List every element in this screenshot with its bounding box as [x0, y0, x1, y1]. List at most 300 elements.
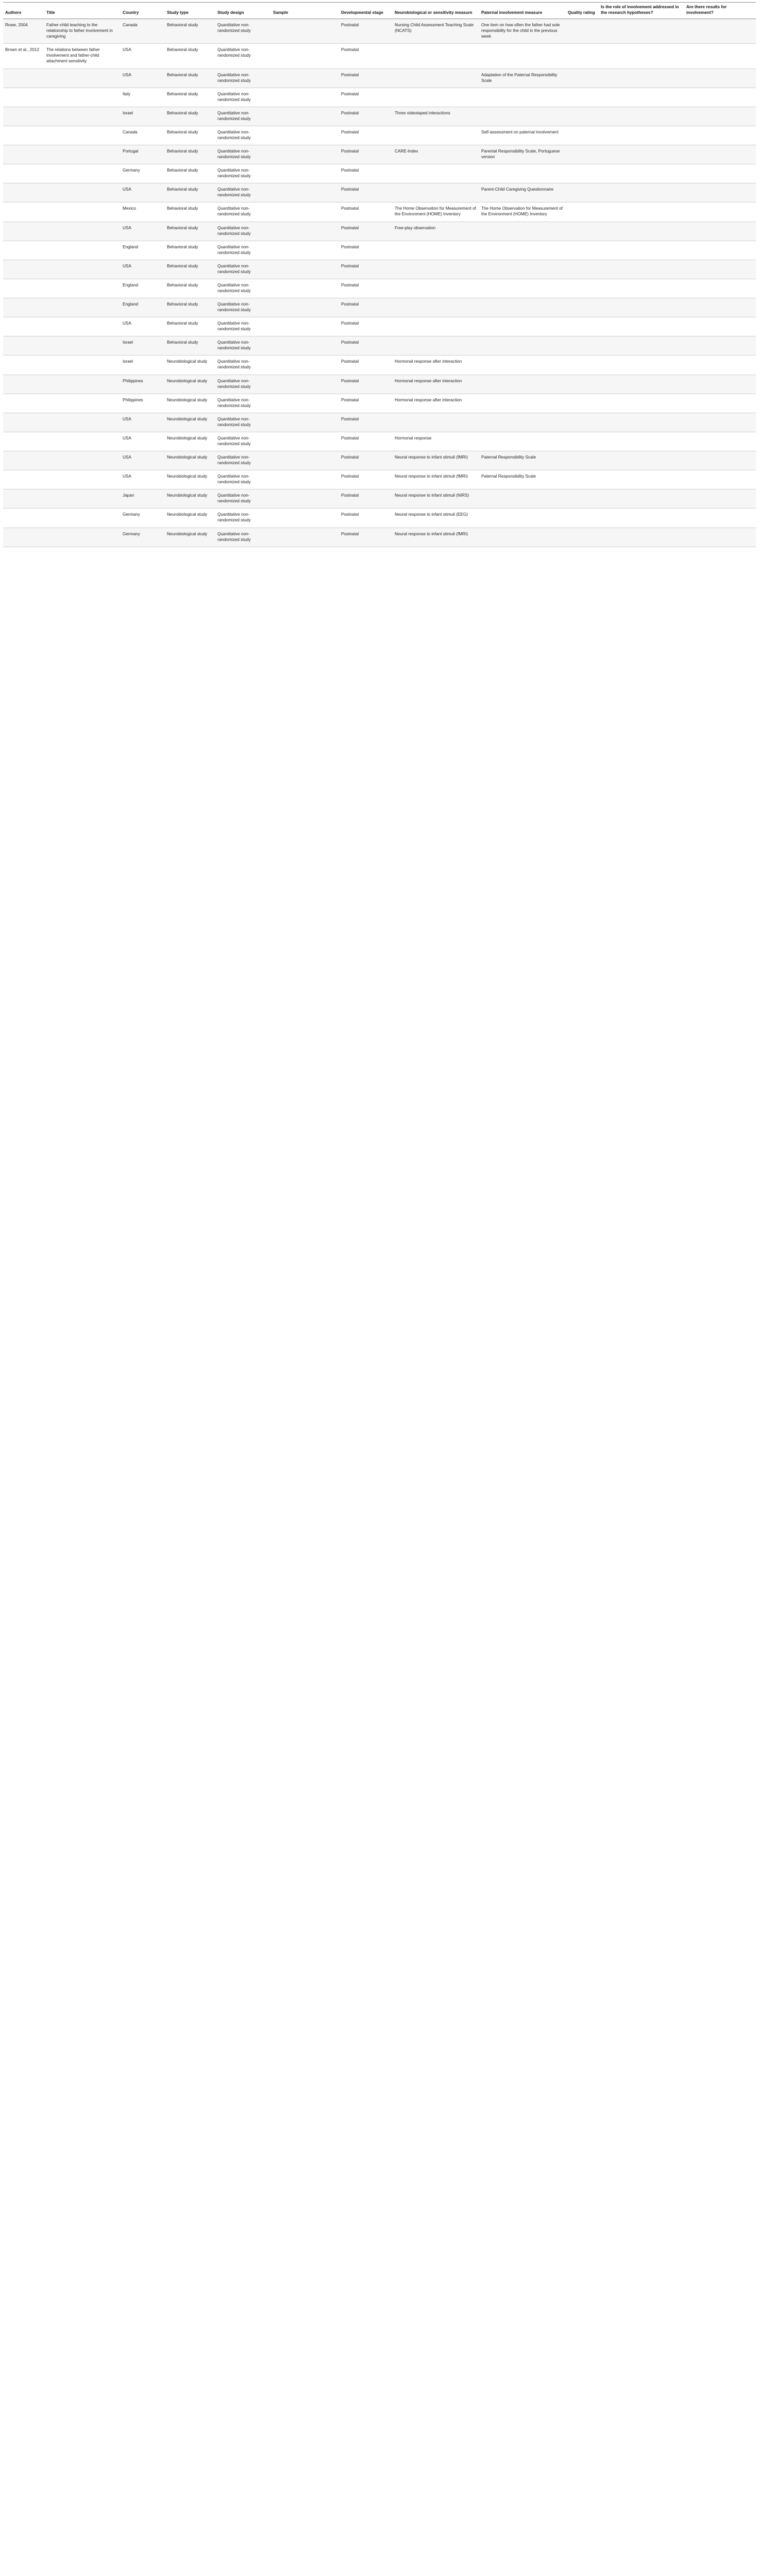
- cell-sample: [271, 509, 339, 528]
- cell-sample: [271, 394, 339, 413]
- cell-quality-rating: [566, 260, 599, 279]
- cell-sensitivity-measure: Hormonal response after interaction: [393, 375, 479, 394]
- cell-involvement-results: [684, 413, 756, 432]
- cell-sample: [271, 413, 339, 432]
- cell-country: Germany: [121, 164, 165, 183]
- cell-study-design: Quantitative non-randomized study: [215, 413, 271, 432]
- cell-involvement-results: [684, 126, 756, 145]
- cell-sensitivity-measure: CARE-Index: [393, 145, 479, 164]
- cell-title: [44, 394, 121, 413]
- cell-study-type: Behavioral study: [165, 145, 215, 164]
- column-header-study-design: Study design: [215, 3, 271, 19]
- cell-country: Philippines: [121, 394, 165, 413]
- cell-title: [44, 432, 121, 451]
- cell-involvement-results: [684, 241, 756, 260]
- column-header-sample: Sample: [271, 3, 339, 19]
- cell-authors: [3, 183, 44, 202]
- table-row: [3, 88, 756, 107]
- cell-sensitivity-measure: Hormonal response: [393, 432, 479, 451]
- cell-title: [44, 202, 121, 222]
- cell-study-type: Behavioral study: [165, 279, 215, 298]
- cell-developmental-stage: Postnatal: [339, 451, 393, 470]
- cell-study-type: Behavioral study: [165, 241, 215, 260]
- table-row: [3, 126, 756, 145]
- cell-involvement-results: [684, 222, 756, 241]
- cell-sample: [271, 241, 339, 260]
- cell-study-design: Quantitative non-randomized study: [215, 202, 271, 222]
- cell-quality-rating: [566, 88, 599, 107]
- cell-involvement-results: [684, 470, 756, 489]
- cell-sensitivity-measure: [393, 183, 479, 202]
- cell-involvement-measure: [479, 413, 566, 432]
- cell-involvement-measure: [479, 279, 566, 298]
- cell-involvement-results: [684, 279, 756, 298]
- cell-hypotheses: [599, 19, 684, 44]
- cell-sensitivity-measure: [393, 164, 479, 183]
- cell-hypotheses: [599, 489, 684, 509]
- cell-study-design: Quantitative non-randomized study: [215, 394, 271, 413]
- cell-authors: Brown et al., 2012: [3, 44, 44, 69]
- cell-hypotheses: [599, 126, 684, 145]
- cell-study-design: Quantitative non-randomized study: [215, 164, 271, 183]
- cell-developmental-stage: Postnatal: [339, 44, 393, 69]
- cell-involvement-measure: [479, 222, 566, 241]
- cell-authors: [3, 528, 44, 547]
- cell-study-type: Behavioral study: [165, 183, 215, 202]
- cell-developmental-stage: Postnatal: [339, 19, 393, 44]
- cell-authors: [3, 88, 44, 107]
- cell-involvement-measure: [479, 432, 566, 451]
- cell-title: Father-child teaching to the relationship to father involvement in caregiving: [44, 19, 121, 44]
- cell-sensitivity-measure: [393, 279, 479, 298]
- cell-developmental-stage: Postnatal: [339, 413, 393, 432]
- cell-study-type: Behavioral study: [165, 19, 215, 44]
- cell-hypotheses: [599, 432, 684, 451]
- cell-sample: [271, 126, 339, 145]
- cell-title: [44, 260, 121, 279]
- cell-developmental-stage: Postnatal: [339, 336, 393, 355]
- cell-title: [44, 126, 121, 145]
- cell-quality-rating: [566, 317, 599, 336]
- cell-developmental-stage: Postnatal: [339, 126, 393, 145]
- table-row: [3, 336, 756, 355]
- cell-study-design: Quantitative non-randomized study: [215, 317, 271, 336]
- cell-involvement-results: [684, 432, 756, 451]
- cell-authors: [3, 509, 44, 528]
- cell-quality-rating: [566, 413, 599, 432]
- cell-quality-rating: [566, 222, 599, 241]
- cell-authors: [3, 413, 44, 432]
- cell-title: [44, 375, 121, 394]
- cell-developmental-stage: Postnatal: [339, 355, 393, 375]
- cell-study-design: Quantitative non-randomized study: [215, 279, 271, 298]
- cell-involvement-results: [684, 509, 756, 528]
- cell-study-type: Neurobiological study: [165, 489, 215, 509]
- cell-study-type: Behavioral study: [165, 107, 215, 126]
- cell-quality-rating: [566, 241, 599, 260]
- cell-hypotheses: [599, 470, 684, 489]
- cell-hypotheses: [599, 260, 684, 279]
- cell-study-type: Neurobiological study: [165, 375, 215, 394]
- table-row: [3, 222, 756, 241]
- cell-hypotheses: [599, 222, 684, 241]
- cell-hypotheses: [599, 183, 684, 202]
- cell-hypotheses: [599, 279, 684, 298]
- cell-study-design: Quantitative non-randomized study: [215, 241, 271, 260]
- cell-involvement-results: [684, 375, 756, 394]
- cell-sample: [271, 432, 339, 451]
- cell-study-design: Quantitative non-randomized study: [215, 69, 271, 88]
- cell-country: Israel: [121, 107, 165, 126]
- cell-country: Portugal: [121, 145, 165, 164]
- cell-authors: [3, 69, 44, 88]
- cell-country: England: [121, 241, 165, 260]
- table-body: [3, 19, 756, 547]
- cell-authors: [3, 470, 44, 489]
- cell-involvement-results: [684, 107, 756, 126]
- cell-involvement-measure: [479, 317, 566, 336]
- cell-study-design: Quantitative non-randomized study: [215, 375, 271, 394]
- cell-sample: [271, 355, 339, 375]
- cell-title: [44, 336, 121, 355]
- cell-sensitivity-measure: Neural response to infant stimuli (fMRI): [393, 451, 479, 470]
- cell-hypotheses: [599, 164, 684, 183]
- cell-country: Mexico: [121, 202, 165, 222]
- cell-hypotheses: [599, 298, 684, 317]
- cell-study-design: Quantitative non-randomized study: [215, 126, 271, 145]
- cell-involvement-results: [684, 489, 756, 509]
- cell-involvement-measure: Parental Responsibility Scale, Portuguese version: [479, 145, 566, 164]
- cell-authors: [3, 451, 44, 470]
- cell-study-design: Quantitative non-randomized study: [215, 298, 271, 317]
- table-row: [3, 394, 756, 413]
- cell-title: [44, 489, 121, 509]
- cell-study-type: Behavioral study: [165, 164, 215, 183]
- cell-hypotheses: [599, 241, 684, 260]
- cell-sample: [271, 19, 339, 44]
- cell-developmental-stage: Postnatal: [339, 222, 393, 241]
- cell-hypotheses: [599, 509, 684, 528]
- cell-sample: [271, 69, 339, 88]
- cell-title: [44, 451, 121, 470]
- cell-involvement-results: [684, 183, 756, 202]
- cell-title: [44, 164, 121, 183]
- cell-title: [44, 107, 121, 126]
- cell-study-type: Neurobiological study: [165, 470, 215, 489]
- cell-country: USA: [121, 222, 165, 241]
- cell-involvement-measure: The Home Observation for Measurement of the Environment (HOME) Inventory: [479, 202, 566, 222]
- cell-study-type: Neurobiological study: [165, 509, 215, 528]
- cell-involvement-measure: Adaptation of the Paternal Responsibility Scale: [479, 69, 566, 88]
- cell-hypotheses: [599, 69, 684, 88]
- cell-title: [44, 355, 121, 375]
- cell-study-type: Neurobiological study: [165, 528, 215, 547]
- cell-country: Israel: [121, 355, 165, 375]
- cell-authors: [3, 260, 44, 279]
- cell-authors: [3, 298, 44, 317]
- cell-hypotheses: [599, 44, 684, 69]
- cell-country: Canada: [121, 126, 165, 145]
- cell-authors: [3, 355, 44, 375]
- cell-quality-rating: [566, 44, 599, 69]
- cell-country: USA: [121, 451, 165, 470]
- cell-involvement-measure: Parent-Child Caregiving Questionnaire: [479, 183, 566, 202]
- cell-sample: [271, 279, 339, 298]
- cell-country: USA: [121, 260, 165, 279]
- cell-sample: [271, 260, 339, 279]
- cell-developmental-stage: Postnatal: [339, 394, 393, 413]
- cell-sample: [271, 298, 339, 317]
- cell-study-type: Neurobiological study: [165, 413, 215, 432]
- cell-title: [44, 528, 121, 547]
- cell-study-design: Quantitative non-randomized study: [215, 107, 271, 126]
- cell-authors: [3, 432, 44, 451]
- cell-sensitivity-measure: [393, 317, 479, 336]
- cell-involvement-results: [684, 317, 756, 336]
- table-row: [3, 107, 756, 126]
- cell-title: [44, 509, 121, 528]
- cell-involvement-results: [684, 202, 756, 222]
- cell-sensitivity-measure: [393, 88, 479, 107]
- cell-quality-rating: [566, 375, 599, 394]
- cell-title: [44, 470, 121, 489]
- cell-study-type: Behavioral study: [165, 202, 215, 222]
- cell-developmental-stage: Postnatal: [339, 202, 393, 222]
- cell-involvement-measure: [479, 298, 566, 317]
- column-header-sensitivity-measure: Neurobiological or sensitivity measure: [393, 3, 479, 19]
- table-row: [3, 260, 756, 279]
- cell-title: [44, 241, 121, 260]
- cell-authors: [3, 241, 44, 260]
- cell-study-type: Neurobiological study: [165, 432, 215, 451]
- cell-hypotheses: [599, 88, 684, 107]
- table-row: [3, 489, 756, 509]
- cell-title: [44, 279, 121, 298]
- cell-study-type: Behavioral study: [165, 336, 215, 355]
- cell-hypotheses: [599, 317, 684, 336]
- cell-study-design: Quantitative non-randomized study: [215, 183, 271, 202]
- review-table: [3, 2, 756, 547]
- cell-quality-rating: [566, 183, 599, 202]
- cell-study-type: Behavioral study: [165, 69, 215, 88]
- cell-sample: [271, 88, 339, 107]
- cell-quality-rating: [566, 528, 599, 547]
- cell-country: Israel: [121, 336, 165, 355]
- cell-quality-rating: [566, 107, 599, 126]
- cell-involvement-measure: [479, 336, 566, 355]
- cell-title: The relations between father involvement and father-child attachment sensitivity: [44, 44, 121, 69]
- cell-title: [44, 317, 121, 336]
- table-row: [3, 183, 756, 202]
- cell-country: USA: [121, 69, 165, 88]
- cell-title: [44, 298, 121, 317]
- cell-developmental-stage: Postnatal: [339, 509, 393, 528]
- cell-hypotheses: [599, 375, 684, 394]
- cell-sensitivity-measure: [393, 126, 479, 145]
- cell-involvement-measure: Paternal Responsibility Scale: [479, 451, 566, 470]
- cell-study-design: Quantitative non-randomized study: [215, 489, 271, 509]
- cell-sample: [271, 317, 339, 336]
- cell-developmental-stage: Postnatal: [339, 260, 393, 279]
- cell-developmental-stage: Postnatal: [339, 107, 393, 126]
- table-row: [3, 241, 756, 260]
- cell-involvement-measure: [479, 375, 566, 394]
- table-row: [3, 375, 756, 394]
- cell-title: [44, 145, 121, 164]
- cell-quality-rating: [566, 19, 599, 44]
- cell-title: [44, 88, 121, 107]
- cell-hypotheses: [599, 528, 684, 547]
- cell-quality-rating: [566, 69, 599, 88]
- cell-developmental-stage: Postnatal: [339, 183, 393, 202]
- cell-sensitivity-measure: Neural response to infant stimuli (NIRS): [393, 489, 479, 509]
- cell-sample: [271, 202, 339, 222]
- cell-quality-rating: [566, 509, 599, 528]
- table-row: [3, 69, 756, 88]
- cell-sensitivity-measure: [393, 260, 479, 279]
- column-header-title: Title: [44, 3, 121, 19]
- cell-involvement-results: [684, 260, 756, 279]
- table-row: [3, 145, 756, 164]
- cell-country: USA: [121, 44, 165, 69]
- cell-title: [44, 413, 121, 432]
- cell-study-design: Quantitative non-randomized study: [215, 509, 271, 528]
- cell-country: USA: [121, 317, 165, 336]
- cell-quality-rating: [566, 145, 599, 164]
- cell-study-design: Quantitative non-randomized study: [215, 470, 271, 489]
- cell-sensitivity-measure: Three videotaped interactions: [393, 107, 479, 126]
- table-row: [3, 19, 756, 44]
- cell-hypotheses: [599, 451, 684, 470]
- cell-developmental-stage: Postnatal: [339, 375, 393, 394]
- table-row: [3, 451, 756, 470]
- cell-study-design: Quantitative non-randomized study: [215, 145, 271, 164]
- cell-involvement-measure: Paternal Responsibility Scale: [479, 470, 566, 489]
- cell-sensitivity-measure: Neural response to infant stimuli (fMRI): [393, 528, 479, 547]
- cell-involvement-results: [684, 451, 756, 470]
- table-row: [3, 413, 756, 432]
- cell-study-type: Behavioral study: [165, 44, 215, 69]
- cell-country: USA: [121, 413, 165, 432]
- cell-hypotheses: [599, 413, 684, 432]
- cell-involvement-results: [684, 88, 756, 107]
- column-header-quality-rating: Quality rating: [566, 3, 599, 19]
- column-header-involvement-measure: Paternal involvement measure: [479, 3, 566, 19]
- cell-involvement-measure: [479, 528, 566, 547]
- cell-involvement-measure: One item on how often the father had sole responsibility for the child in the previous week: [479, 19, 566, 44]
- cell-hypotheses: [599, 355, 684, 375]
- cell-title: [44, 69, 121, 88]
- cell-involvement-results: [684, 394, 756, 413]
- cell-involvement-measure: Self-assessment on paternal involvement: [479, 126, 566, 145]
- cell-sensitivity-measure: [393, 69, 479, 88]
- cell-study-design: Quantitative non-randomized study: [215, 88, 271, 107]
- cell-authors: [3, 336, 44, 355]
- cell-study-type: Behavioral study: [165, 317, 215, 336]
- table-row: [3, 279, 756, 298]
- cell-quality-rating: [566, 470, 599, 489]
- cell-quality-rating: [566, 355, 599, 375]
- cell-country: Italy: [121, 88, 165, 107]
- cell-study-type: Behavioral study: [165, 222, 215, 241]
- cell-developmental-stage: Postnatal: [339, 298, 393, 317]
- cell-involvement-results: [684, 164, 756, 183]
- cell-involvement-results: [684, 69, 756, 88]
- cell-country: Philippines: [121, 375, 165, 394]
- column-header-study-type: Study type: [165, 3, 215, 19]
- cell-authors: [3, 107, 44, 126]
- cell-country: England: [121, 298, 165, 317]
- cell-involvement-results: [684, 145, 756, 164]
- cell-sample: [271, 489, 339, 509]
- column-header-hypotheses: Is the role of involvement addressed in the research hypotheses?: [599, 3, 684, 19]
- cell-sensitivity-measure: Nursing Child Assessment Teaching Scale (NCATS): [393, 19, 479, 44]
- cell-study-design: Quantitative non-randomized study: [215, 260, 271, 279]
- cell-study-type: Neurobiological study: [165, 355, 215, 375]
- cell-developmental-stage: Postnatal: [339, 279, 393, 298]
- cell-sample: [271, 528, 339, 547]
- cell-involvement-measure: [479, 489, 566, 509]
- cell-quality-rating: [566, 298, 599, 317]
- cell-quality-rating: [566, 451, 599, 470]
- cell-involvement-results: [684, 355, 756, 375]
- cell-study-design: Quantitative non-randomized study: [215, 222, 271, 241]
- cell-involvement-measure: [479, 107, 566, 126]
- cell-developmental-stage: Postnatal: [339, 69, 393, 88]
- cell-quality-rating: [566, 489, 599, 509]
- cell-sensitivity-measure: Neural response to infant stimuli (fMRI): [393, 470, 479, 489]
- cell-study-type: Neurobiological study: [165, 451, 215, 470]
- cell-sample: [271, 164, 339, 183]
- column-header-authors: Authors: [3, 3, 44, 19]
- cell-country: USA: [121, 470, 165, 489]
- column-header-involvement-results: Are there results for involvement?: [684, 3, 756, 19]
- table-row: [3, 470, 756, 489]
- cell-involvement-measure: [479, 394, 566, 413]
- cell-involvement-results: [684, 298, 756, 317]
- cell-authors: [3, 317, 44, 336]
- cell-sensitivity-measure: Hormonal response after interaction: [393, 394, 479, 413]
- cell-involvement-results: [684, 19, 756, 44]
- cell-authors: [3, 164, 44, 183]
- table-row: [3, 164, 756, 183]
- cell-sample: [271, 451, 339, 470]
- table-row: [3, 528, 756, 547]
- cell-study-type: Behavioral study: [165, 260, 215, 279]
- cell-sample: [271, 222, 339, 241]
- cell-sample: [271, 145, 339, 164]
- cell-quality-rating: [566, 202, 599, 222]
- cell-quality-rating: [566, 336, 599, 355]
- cell-involvement-measure: [479, 260, 566, 279]
- table-row: [3, 317, 756, 336]
- cell-country: Japan: [121, 489, 165, 509]
- cell-involvement-results: [684, 336, 756, 355]
- cell-study-design: Quantitative non-randomized study: [215, 432, 271, 451]
- cell-authors: [3, 279, 44, 298]
- cell-involvement-results: [684, 528, 756, 547]
- cell-quality-rating: [566, 432, 599, 451]
- cell-sample: [271, 107, 339, 126]
- column-header-developmental-stage: Developmental stage: [339, 3, 393, 19]
- table-header-row: [3, 3, 756, 19]
- cell-sensitivity-measure: [393, 241, 479, 260]
- cell-hypotheses: [599, 202, 684, 222]
- cell-title: [44, 222, 121, 241]
- table-row: [3, 202, 756, 222]
- cell-involvement-measure: [479, 88, 566, 107]
- cell-study-type: Behavioral study: [165, 88, 215, 107]
